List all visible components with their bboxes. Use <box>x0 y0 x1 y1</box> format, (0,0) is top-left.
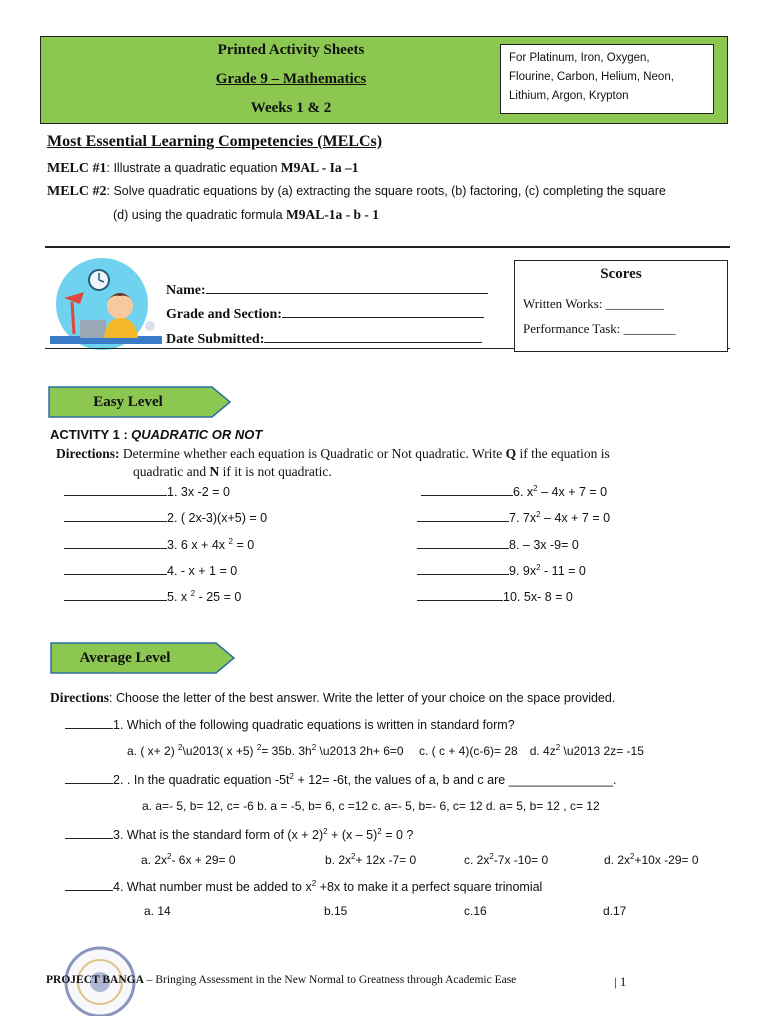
easy-level-label: Easy Level <box>93 394 163 410</box>
answer-blank[interactable] <box>65 826 113 839</box>
elements-line: Lithium, Argon, Krypton <box>509 90 629 102</box>
item-text: 7x <box>519 511 537 525</box>
directions-text: Determine whether each equation is Quadratic or Not quadratic. Write <box>119 446 506 461</box>
directions-text: if the equation is <box>516 446 610 461</box>
item-num: 9. <box>509 564 520 578</box>
item-text: x <box>177 590 191 604</box>
choice-b[interactable]: b. $3h^2$ \u2013 2h+ 6=0 <box>285 743 404 758</box>
question-text: +8x to make it a perfect square trinomial <box>316 880 543 894</box>
list-item[interactable] <box>417 588 573 604</box>
item-num: 8. <box>509 538 520 552</box>
answer-blank[interactable] <box>417 536 509 549</box>
choice-a[interactable]: a. $2x^2-$ 6x + 29= 0 <box>141 852 236 867</box>
answer-blank[interactable] <box>417 509 509 522</box>
question-text: + 12= -6t, the values of a, b and c are _______________. <box>293 773 617 787</box>
item-text: - 11 = 0 <box>540 564 586 578</box>
easy-directions-cont <box>133 464 332 480</box>
item-text: 5x- 8 = 0 <box>520 590 573 604</box>
directions-text: if it is not quadratic. <box>219 464 332 479</box>
directions-label: Directions: <box>56 446 120 461</box>
answer-blank[interactable] <box>64 509 167 522</box>
item-text: 3x -2 = 0 <box>177 485 230 499</box>
item-num: 10. <box>503 590 521 604</box>
item-num: 5. <box>167 590 178 604</box>
name-field[interactable]: Name: <box>166 280 488 299</box>
question-text: 4. What number must be added to x <box>113 880 312 894</box>
list-item[interactable] <box>64 536 254 552</box>
choice-b[interactable]: b.15 <box>324 904 348 918</box>
item-text: = 0 <box>232 538 255 552</box>
question-1 <box>65 716 515 732</box>
item-num: 1. <box>167 485 178 499</box>
footer <box>46 974 516 986</box>
item-text: - x + 1 = 0 <box>177 564 238 578</box>
activity-label: ACTIVITY 1 : <box>50 427 128 442</box>
date-field[interactable]: Date Submitted: <box>166 329 482 348</box>
grade-blank[interactable] <box>282 304 484 318</box>
question-text: = 0 ? <box>381 828 414 842</box>
melc-1 <box>47 160 359 177</box>
melc-title: Most Essential Learning Competencies (MELCs) <box>47 133 383 150</box>
easy-directions <box>56 446 610 462</box>
item-text: 9x <box>519 564 537 578</box>
melc-2-code: M9AL-1a - b - 1 <box>286 207 380 222</box>
elements-box <box>500 44 714 114</box>
answer-blank[interactable] <box>417 562 509 575</box>
performance-task: Performance Task: ________ <box>523 321 676 336</box>
header-banner <box>40 36 728 124</box>
student-illustration <box>50 258 162 354</box>
question-text: 2. . In the quadratic equation -5t <box>113 773 290 787</box>
item-sup: 2 <box>228 536 233 546</box>
melc-2-label: MELC #2 <box>47 184 107 199</box>
activity-heading <box>50 427 262 443</box>
question-text: 1. Which of the following quadratic equations is written in standard form? <box>113 718 515 732</box>
date-blank[interactable] <box>264 329 482 343</box>
answer-blank[interactable] <box>64 562 167 575</box>
melc-2-text2: (d) using the quadratic formula <box>113 208 287 222</box>
list-item[interactable] <box>421 483 607 499</box>
item-sup: 2 <box>533 483 538 493</box>
grade-label: Grade and Section <box>166 307 278 322</box>
elements-line: For Platinum, Iron, Oxygen, <box>509 52 650 64</box>
list-item[interactable] <box>417 536 579 552</box>
answer-blank[interactable] <box>64 483 167 496</box>
item-num: 6. <box>513 485 524 499</box>
list-item[interactable] <box>64 483 230 499</box>
name-label: Name <box>166 283 201 298</box>
item-text: x <box>523 485 534 499</box>
item-sup: 2 <box>536 562 541 572</box>
choice-b[interactable]: b. $2x^2+ 12x$ -7= 0 <box>325 852 417 867</box>
item-text: ( 2x-3)(x+5) = 0 <box>177 511 268 525</box>
list-item[interactable] <box>64 588 241 604</box>
answer-blank[interactable] <box>417 588 503 601</box>
header-line-3: Weeks 1 & 2 <box>250 100 332 116</box>
question-text: + (x – 5) <box>327 828 378 842</box>
header-line-1: Printed Activity Sheets <box>217 42 365 58</box>
list-item[interactable] <box>64 509 267 525</box>
melc-2-cont <box>113 207 379 223</box>
average-level-label: Average Level <box>79 650 171 666</box>
choice-c[interactable]: c. ( c + 4)(c-6)= 28 <box>419 744 518 758</box>
item-text: - 25 = 0 <box>195 590 242 604</box>
scores-box <box>514 260 728 352</box>
footer-school: PROJECT BANGA <box>46 974 144 986</box>
item-text: – 3x -9= 0 <box>519 538 579 552</box>
date-label: Date Submitted <box>166 332 260 347</box>
directions-n: N <box>209 464 220 479</box>
answer-blank[interactable] <box>64 536 167 549</box>
item-num: 3. <box>167 538 178 552</box>
item-num: 2. <box>167 511 178 525</box>
divider <box>45 246 730 248</box>
choice-d[interactable]: d. $4z^2$ \u2013 2z= -15 <box>529 743 644 758</box>
average-directions <box>50 690 615 706</box>
choice-a[interactable]: a. 14 <box>144 904 171 918</box>
item-text: – 4x + 7 = 0 <box>540 511 611 525</box>
directions-q: Q <box>505 446 517 461</box>
name-blank[interactable] <box>206 280 488 294</box>
directions-label: Directions <box>50 690 109 705</box>
question-2-choices: a. a=- 5, b= 12, c= -6 b. a = -5, b= 6, c =12 c. a=- 5, b=- 6, c= 12 d. a= 5, b= 12 , c= 12 <box>142 799 600 813</box>
question-2: 2. . In the quadratic equation $-5t^2 + 12= -6t$, the values of a, b and c are _______________. <box>65 771 616 787</box>
item-num: 4. <box>167 564 178 578</box>
list-item[interactable] <box>417 562 586 578</box>
answer-blank[interactable] <box>65 716 113 729</box>
choice-d[interactable]: d.17 <box>603 904 627 918</box>
activity-title: QUADRATIC OR NOT <box>131 427 263 442</box>
choice-c[interactable]: c. $2x^2-7x$ -10= 0 <box>464 852 549 867</box>
question-1-choices <box>127 743 404 758</box>
answer-blank[interactable] <box>64 588 167 601</box>
answer-blank[interactable] <box>65 878 113 891</box>
item-text: 6 x + 4x <box>177 538 229 552</box>
melc-2-text: : Solve quadratic equations by (a) extracting the square roots, (b) factoring, (c) completing the square <box>106 184 666 198</box>
melc-1-label: MELC #1 <box>47 161 107 176</box>
page-number: | 1 <box>614 974 627 989</box>
answer-blank[interactable] <box>421 483 513 496</box>
grade-section-field[interactable]: Grade and Section: <box>166 304 484 323</box>
item-num: 7. <box>509 511 520 525</box>
choice-a[interactable]: a. ( x+ 2) $^2$\u2013( x +5) $^2$= 35 <box>127 743 286 758</box>
melc-1-text: : Illustrate a quadratic equation <box>106 161 281 175</box>
item-text: – 4x + 7 = 0 <box>537 485 608 499</box>
written-works: Written Works: _________ <box>523 296 665 311</box>
item-sup: 2 <box>190 588 196 598</box>
answer-blank[interactable] <box>65 771 113 784</box>
footer-text: – Bringing Assessment in the New Normal to Greatness through Academic Ease <box>143 974 517 986</box>
list-item[interactable] <box>64 562 237 578</box>
choice-d[interactable]: d. $2x^2+10x$ -29= 0 <box>604 852 699 867</box>
directions-text: quadratic and <box>133 464 210 479</box>
question-3: 3. What is the standard form of $(x + 2)^2 + (x - 5)^2 = 0$ ? <box>65 826 413 842</box>
question-1-choices-right <box>419 743 644 758</box>
choice-c[interactable]: c.16 <box>464 904 487 918</box>
melc-2 <box>47 184 666 200</box>
list-item[interactable] <box>417 509 610 525</box>
directions-text: : Choose the letter of the best answer. Write the letter of your choice on the space provided. <box>109 691 616 705</box>
elements-line: Flourine, Carbon, Helium, Neon, <box>509 71 674 83</box>
item-sup: 2 <box>536 509 541 519</box>
easy-level-tag <box>48 386 232 418</box>
scores-title: Scores <box>600 266 642 282</box>
question-4: 4. What number must be added to $x^2 +8x$ to make it a perfect square trinomial <box>65 878 542 894</box>
question-text: 3. What is the standard form of (x + 2) <box>113 828 324 842</box>
average-level-tag <box>50 642 236 674</box>
melc-1-code: M9AL - Ia –1 <box>280 160 359 175</box>
header-line-2: Grade 9 – Mathematics <box>215 71 367 87</box>
